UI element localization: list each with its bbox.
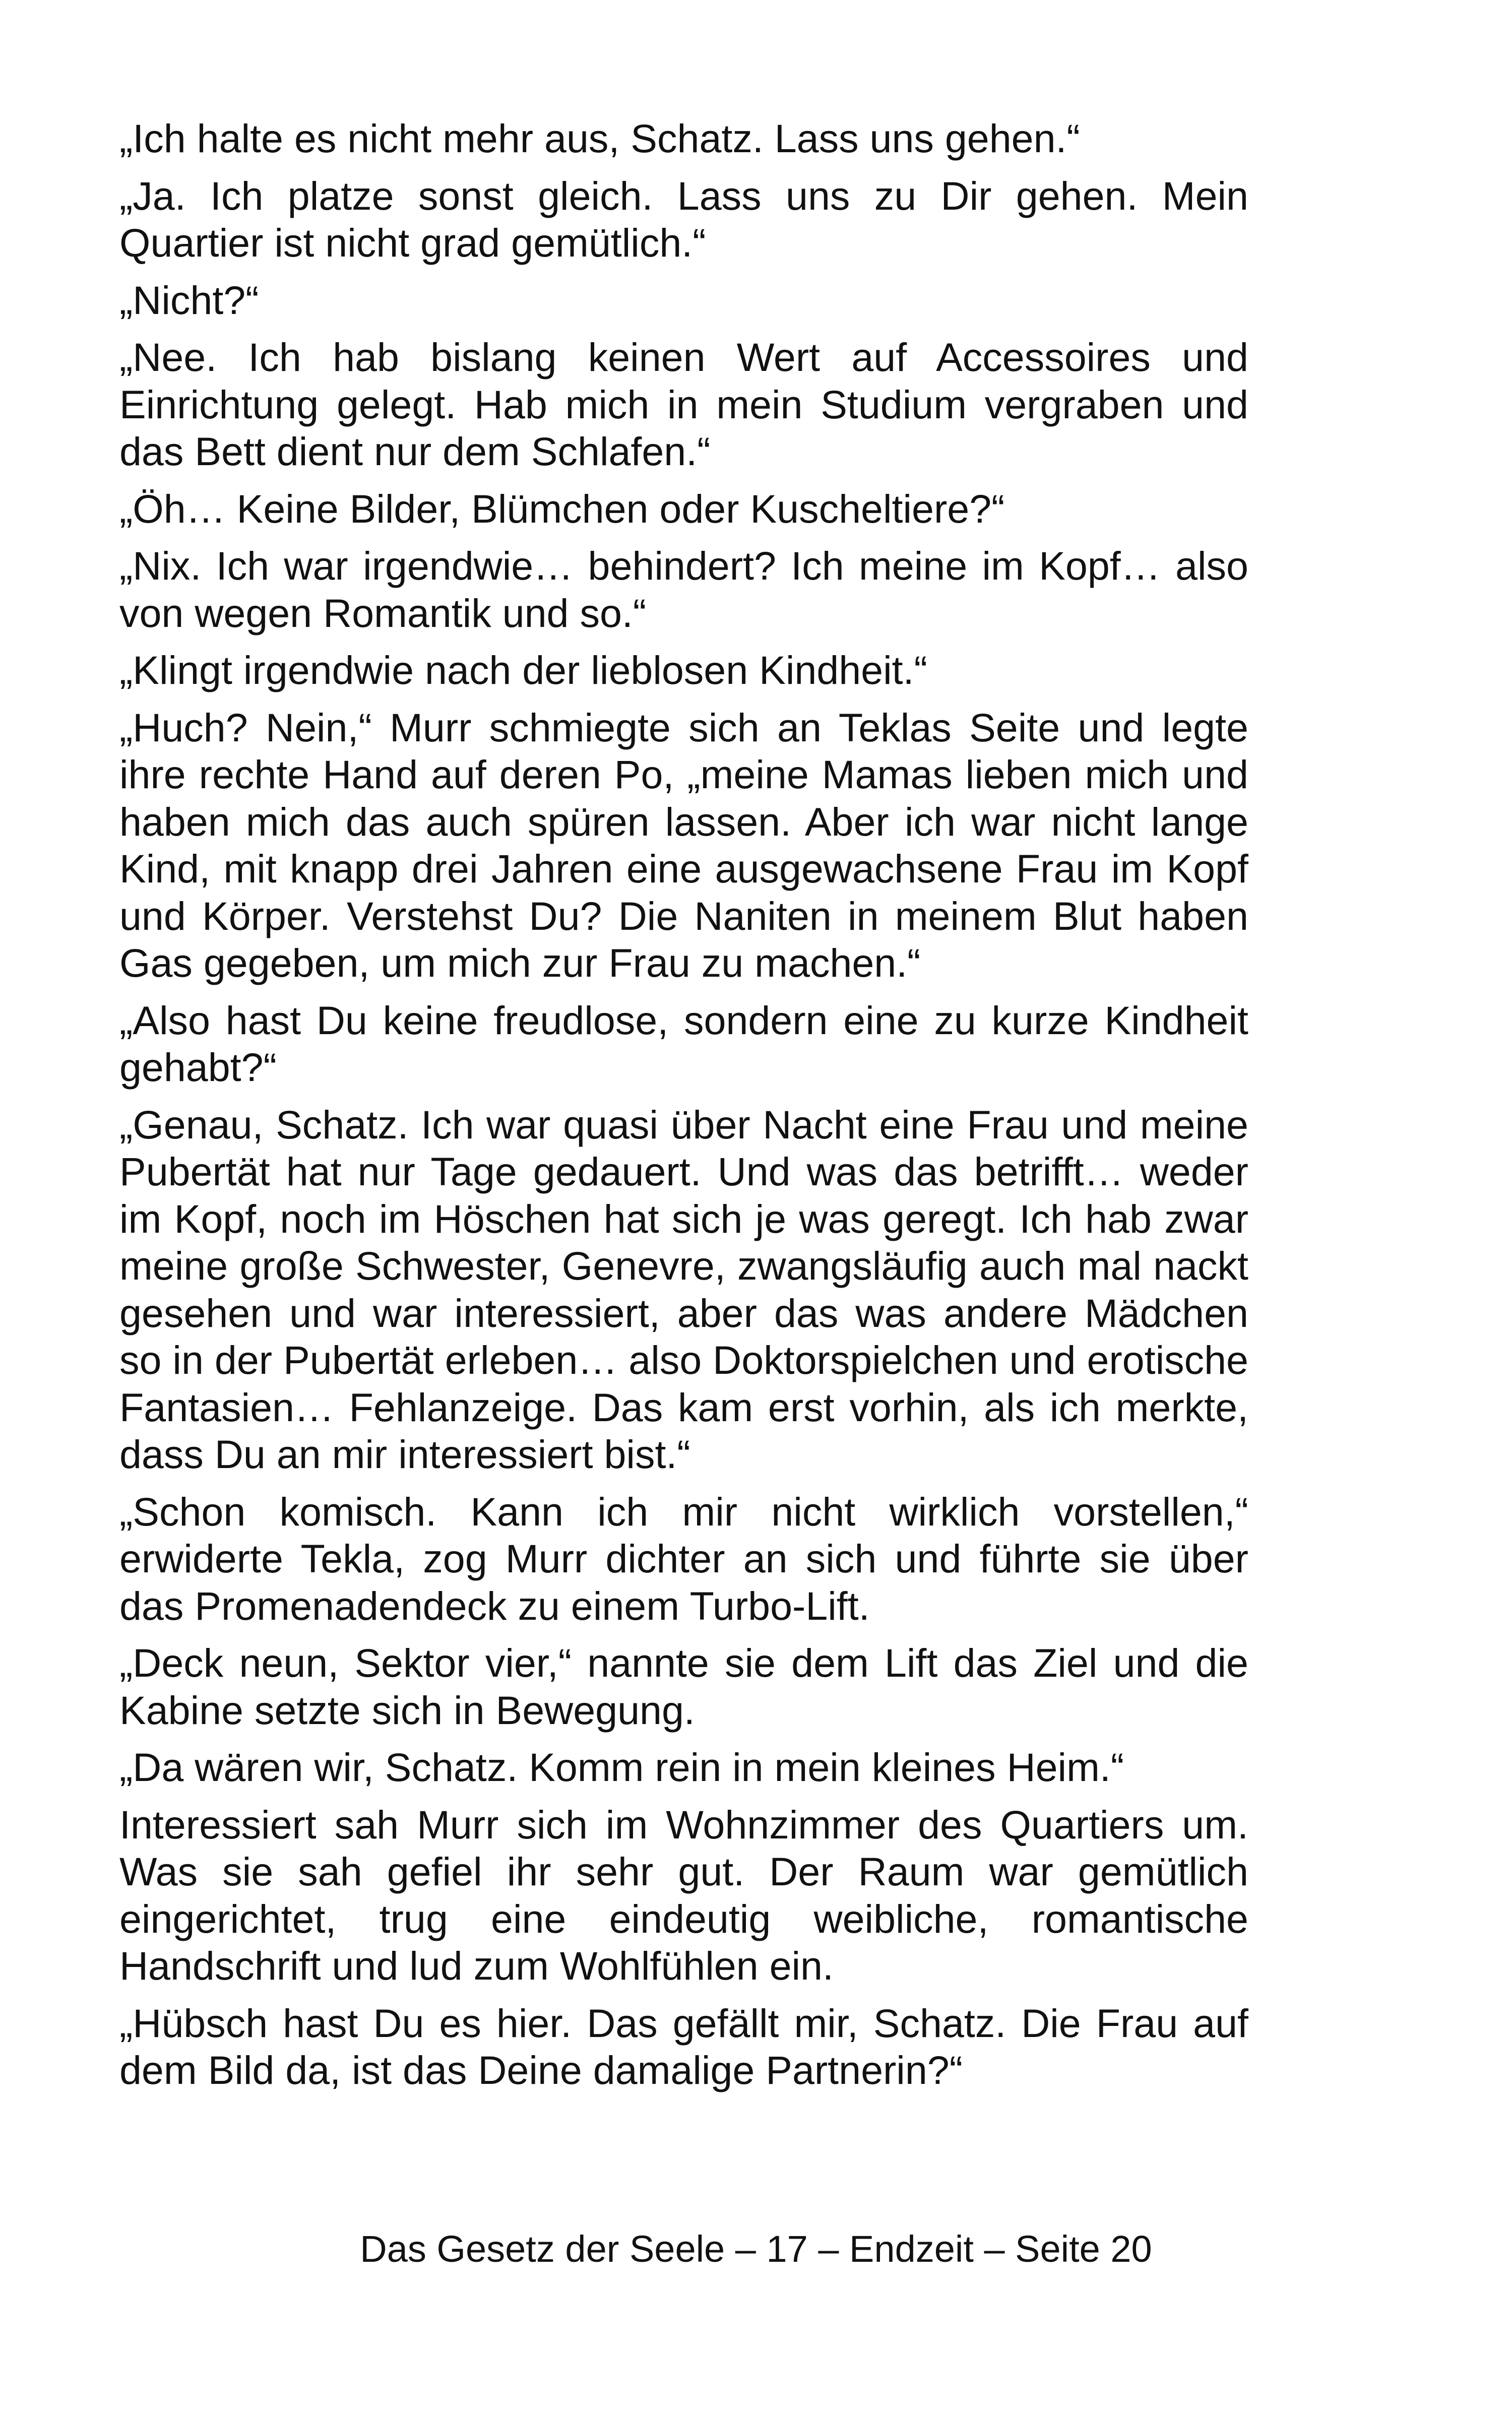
body-text bbox=[119, 115, 1248, 2104]
paragraph: „Ich halte es nicht mehr aus, Schatz. Lass uns gehen.“ bbox=[119, 116, 1080, 161]
paragraph: „Nix. Ich war irgendwie… behindert? Ich meine im Kopf… also von wegen Romantik und so.“ bbox=[119, 543, 1248, 635]
paragraph: „Nee. Ich hab bislang keinen Wert auf Accessoires und Einrichtung gelegt. Hab mich in mein Studium vergraben und das Bett dient nur dem Schlafen.“ bbox=[119, 335, 1248, 474]
page-footer: Das Gesetz der Seele – 17 – Endzeit – Seite 20 bbox=[360, 2228, 1152, 2270]
paragraph: „Genau, Schatz. Ich war quasi über Nacht eine Frau und meine Pubertät hat nur Tage gedauert. Und was das betrifft… weder im Kopf, noch im Höschen hat sich je was geregt. Ich hab zwar meine große Schwester, Genevre, zwangsläufig auch mal nackt gesehen und war interessiert, aber das was andere Mädchen so in der Pubertät erleben… also Doktorspielchen und erotische Fantasien… Fehlanzeige. Das kam erst vorhin, als ich merkte, dass Du an mir interessiert bist.“ bbox=[119, 1102, 1248, 1477]
paragraph: „Öh… Keine Bilder, Blümchen oder Kuscheltiere?“ bbox=[119, 486, 1005, 531]
paragraph: „Huch? Nein,“ Murr schmiegte sich an Teklas Seite und legte ihre rechte Hand auf deren Po, „meine Mamas lieben mich und haben mich das auch spüren lassen. Aber ich war nicht lange Kind, mit knapp drei Jahren eine ausgewachsene Frau im Kopf und Körper. Verstehst Du? Die Naniten in meinem Blut haben Gas gegeben, um mich zur Frau zu machen.“ bbox=[119, 705, 1248, 985]
paragraph: „Schon komisch. Kann ich mir nicht wirklich vorstellen,“ erwiderte Tekla, zog Murr dichter an sich und führte sie über das Promenadendeck zu einem Turbo-Lift. bbox=[119, 1489, 1248, 1628]
paragraph: „Klingt irgendwie nach der lieblosen Kindheit.“ bbox=[119, 648, 927, 692]
paragraph: „Also hast Du keine freudlose, sondern eine zu kurze Kindheit gehabt?“ bbox=[119, 997, 1248, 1090]
paragraph: „Ja. Ich platze sonst gleich. Lass uns zu Dir gehen. Mein Quartier ist nicht grad gemütlich.“ bbox=[119, 173, 1248, 265]
paragraph: „Nicht?“ bbox=[119, 277, 259, 323]
paragraph: Interessiert sah Murr sich im Wohnzimmer des Quartiers um. Was sie sah gefiel ihr sehr gut. Der Raum war gemütlich eingerichtet, trug eine eindeutig weibliche, romantische Handschrift und lud zum Wohlfühlen ein. bbox=[119, 1802, 1248, 1988]
paragraph: „Deck neun, Sektor vier,“ nannte sie dem Lift das Ziel und die Kabine setzte sich in Bewegung. bbox=[119, 1640, 1248, 1733]
paragraph: „Hübsch hast Du es hier. Das gefällt mir, Schatz. Die Frau auf dem Bild da, ist das Deine damalige Partnerin?“ bbox=[119, 2000, 1248, 2092]
paragraph: „Da wären wir, Schatz. Komm rein in mein kleines Heim.“ bbox=[119, 1745, 1124, 1790]
